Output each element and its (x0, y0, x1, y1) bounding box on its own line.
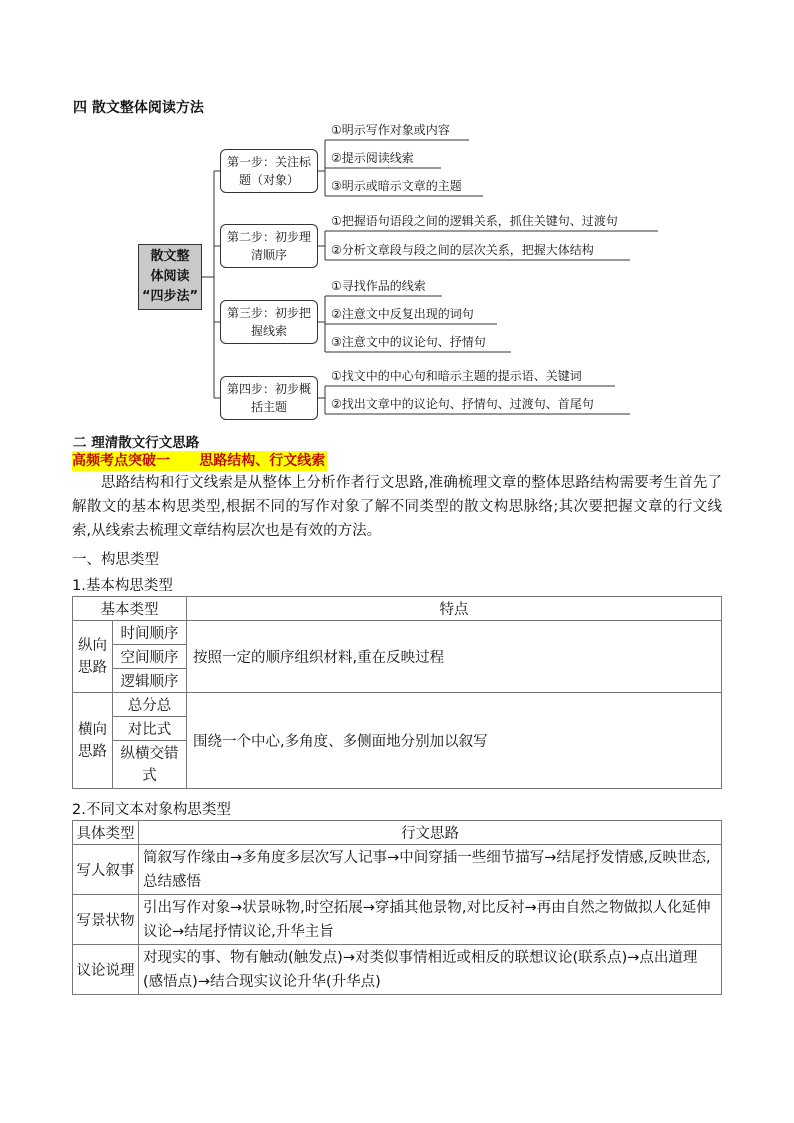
subheading-structure-types: 一、构思类型 (72, 552, 159, 568)
mindmap-leaf: ③明示或暗示文章的主题 (331, 179, 462, 193)
section-title-4: 四 散文整体阅读方法 (73, 100, 204, 116)
table-header: 具体类型 (73, 821, 139, 845)
table1-title: 1.基本构思类型 (72, 578, 173, 594)
mindmap-step-1: 第一步：关注标题（对象） (220, 149, 318, 193)
path-cell: 对现实的事、物有触动(触发点)→对类似事情相近或相反的联想议论(联系点)→点出道理(感悟点)→结合现实议论升华(升华点) (139, 945, 722, 995)
mindmap-leaf: ①明示写作对象或内容 (331, 123, 450, 137)
type-cell: 写景状物 (73, 895, 139, 945)
table-header: 行文思路 (139, 821, 722, 845)
path-cell: 简叙写作缘由→多角度多层次写人记事→中间穿插一些细节描写→结尾抒发情感,反映世态,总结感悟 (139, 845, 722, 895)
mindmap-root: 散文整 体阅读 “四步法” (138, 244, 202, 310)
mindmap-leaf: ①把握语句语段之间的逻辑关系，抓住关键句、过渡句 (331, 214, 618, 228)
mindmap-step-2: 第二步：初步理清顺序 (220, 224, 318, 268)
group-horizontal: 横向思路 (73, 693, 113, 789)
type-cell: 写人叙事 (73, 845, 139, 895)
mindmap-leaf: ①找文中的中心句和暗示主题的提示语、关键词 (331, 369, 582, 383)
type-cell: 总分总 (113, 693, 187, 717)
mindmap-leaf: ②注意文中反复出现的词句 (331, 307, 474, 321)
text-object-table (72, 820, 722, 995)
table2-title: 2.不同文本对象构思类型 (72, 802, 231, 818)
mindmap-leaf: ②分析文章段与段之间的层次关系，把握大体结构 (331, 243, 594, 257)
mindmap-leaf: ②找出文章中的议论句、抒情句、过渡句、首尾句 (331, 397, 594, 411)
path-cell: 引出写作对象→状景咏物,时空拓展→穿插其他景物,对比反衬→再由自然之物做拟人化延伸议论→结尾抒情议论,升华主旨 (139, 895, 722, 945)
feature-cell: 围绕一个中心,多角度、多侧面地分别加以叙写 (187, 693, 722, 789)
mindmap-leaf: ①寻找作品的线索 (331, 279, 426, 293)
mindmap-step-4: 第四步：初步概括主题 (220, 376, 318, 420)
group-vertical: 纵向思路 (73, 621, 113, 693)
type-cell: 对比式 (113, 717, 187, 741)
type-cell: 逻辑顺序 (113, 669, 187, 693)
basic-structure-table (72, 596, 722, 789)
type-cell: 纵横交错式 (113, 741, 187, 789)
table-header: 特点 (187, 597, 722, 621)
mindmap-step-3: 第三步：初步把握线索 (220, 300, 318, 344)
type-cell: 空间顺序 (113, 645, 187, 669)
mindmap-leaf: ②提示阅读线索 (331, 151, 414, 165)
type-cell: 时间顺序 (113, 621, 187, 645)
highlight-heading: 高频考点突破一 思路结构、行文线索 (72, 453, 326, 469)
mindmap-leaf: ③注意文中的议论句、抒情句 (331, 335, 486, 349)
section-title-2: 二 理清散文行文思路 (73, 435, 200, 451)
table-header: 基本类型 (73, 597, 187, 621)
feature-cell: 按照一定的顺序组织材料,重在反映过程 (187, 621, 722, 693)
intro-paragraph: 思路结构和行文线索是从整体上分析作者行文思路,准确梳理文章的整体思路结构需要考生首先了解散文的基本构思类型,根据不同的写作对象了解不同类型的散文构思脉络;其次要把握文章的行文线索,从线索去梳理文章结构层次也是有效的方法。 (72, 475, 722, 539)
type-cell: 议论说理 (73, 945, 139, 995)
